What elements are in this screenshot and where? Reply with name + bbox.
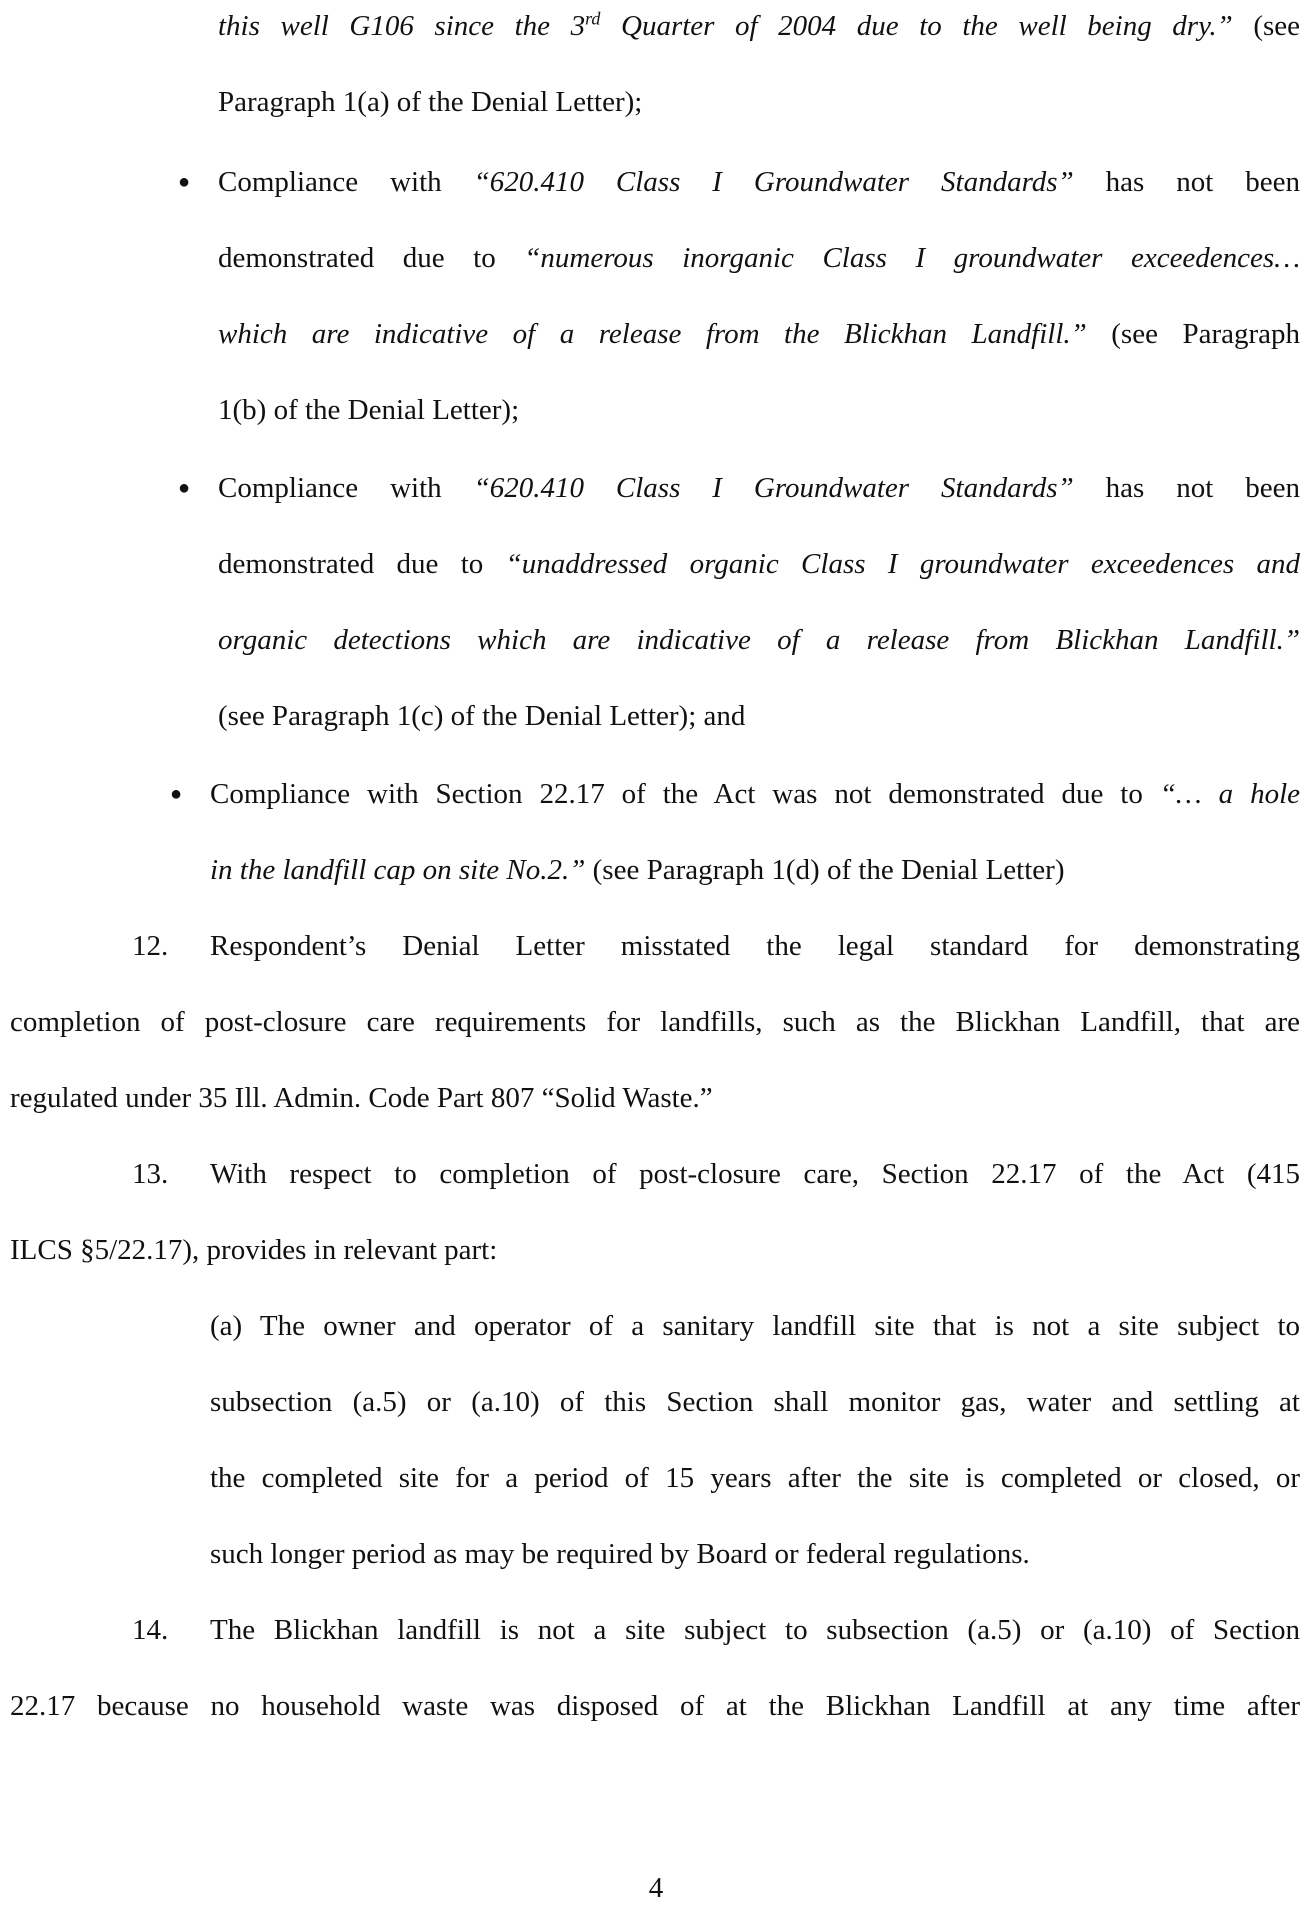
bullet-4-line-1	[210, 776, 1300, 812]
para-12-line-1: Respondent’s Denial Letter misstated the legal standard for demonstrating	[210, 930, 1300, 962]
bullet-1-line-2: Paragraph 1(a) of the Denial Letter);	[218, 86, 643, 118]
bullet-2-quote-3: which are indicative of a release from the Blickhan Landfill.”	[218, 318, 1087, 350]
para-13-line-2: ILCS §5/22.17), provides in relevant part:	[10, 1234, 498, 1266]
bullet-2-line-1	[218, 164, 1300, 200]
bullet-1-quote-a: this well G106 since the 3	[218, 10, 586, 42]
bullet-2-text-c: demonstrated due to	[218, 242, 496, 274]
bullet-3-line-4: (see Paragraph 1(c) of the Denial Letter); and	[218, 700, 746, 732]
para-12-line-3: regulated under 35 Ill. Admin. Code Part 807 “Solid Waste.”	[10, 1082, 713, 1114]
quote-line-4: such longer period as may be required by Board or federal regulations.	[210, 1538, 1030, 1570]
page-number: 4	[648, 1872, 664, 1904]
quote-line-3: the completed site for a period of 15 years after the site is completed or closed, or	[210, 1462, 1300, 1494]
bullet-1-see: (see	[1253, 10, 1301, 42]
para-12-number: 12.	[132, 930, 169, 962]
para-14-line-1: The Blickhan landfill is not a site subject to subsection (a.5) or (a.10) of Section	[210, 1614, 1300, 1646]
bullet-2-line-2	[218, 240, 1300, 276]
bullet-4-quote-2: in the landfill cap on site No.2.”	[210, 854, 586, 886]
bullet-2-text-b: has not been	[1105, 166, 1300, 198]
bullet-4-text-a: Compliance with Section 22.17 of the Act was not demonstrated due to	[210, 778, 1143, 810]
bullet-3-line-2	[218, 546, 1300, 582]
bullet-4-quote: “… a hole	[1159, 778, 1301, 810]
bullet-3-quote: “620.410 Class I Groundwater Standards”	[473, 472, 1074, 504]
para-13-line-1: With respect to completion of post-closure care, Section 22.17 of the Act (415	[210, 1158, 1300, 1190]
bullet-dot-icon: ●	[178, 171, 191, 193]
para-14-number: 14.	[132, 1614, 169, 1646]
para-14-line-2: 22.17 because no household waste was disposed of at the Blickhan Landfill at any time after	[10, 1690, 1300, 1722]
bullet-3-line-3	[218, 622, 1300, 658]
bullet-2-quote-2: “numerous inorganic Class I groundwater exceedences…	[524, 242, 1300, 274]
bullet-3-text-a: Compliance with	[218, 472, 442, 504]
bullet-2-text-a: Compliance with	[218, 166, 442, 198]
bullet-3-text-b: has not been	[1105, 472, 1300, 504]
bullet-4-line-2	[210, 852, 1064, 888]
bullet-3-quote-2: “unaddressed organic Class I groundwater exceedences and	[505, 548, 1300, 580]
quote-line-2: subsection (a.5) or (a.10) of this Section shall monitor gas, water and settling at	[210, 1386, 1300, 1418]
bullet-dot-icon: ●	[170, 783, 183, 805]
bullet-3-quote-3: organic detections which are indicative of a release from Blickhan Landfill.”	[218, 624, 1300, 656]
quote-line-1: (a) The owner and operator of a sanitary landfill site that is not a site subject to	[210, 1310, 1300, 1342]
bullet-2-line-3	[218, 316, 1300, 352]
bullet-dot-icon: ●	[178, 477, 191, 499]
bullet-1-quote-b: Quarter of 2004 due to the well being dry.”	[600, 10, 1233, 42]
bullet-2-see: (see Paragraph	[1111, 318, 1300, 350]
bullet-2-line-4: 1(b) of the Denial Letter);	[218, 394, 520, 426]
bullet-3-line-1	[218, 470, 1300, 506]
bullet-1-line-1	[218, 8, 1300, 44]
para-12-line-2: completion of post-closure care requirements for landfills, such as the Blickhan Landfill, that are	[10, 1006, 1300, 1038]
bullet-2-quote: “620.410 Class I Groundwater Standards”	[473, 166, 1074, 198]
bullet-3-text-c: demonstrated due to	[218, 548, 484, 580]
bullet-1-sup: rd	[585, 8, 601, 29]
bullet-4-see: (see Paragraph 1(d) of the Denial Letter)	[592, 854, 1065, 886]
para-13-number: 13.	[132, 1158, 169, 1190]
